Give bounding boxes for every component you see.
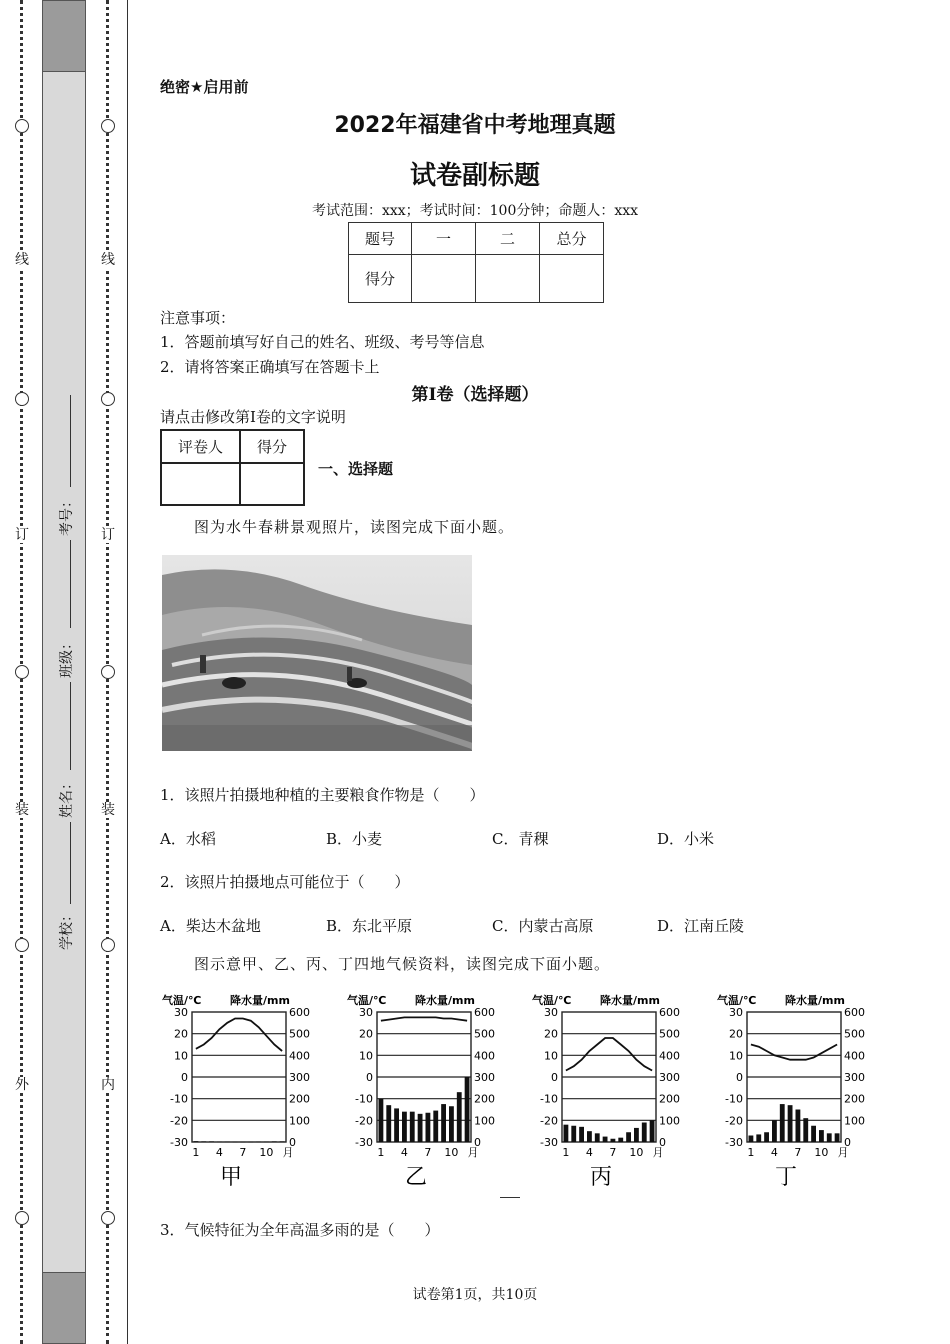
precip-bar — [386, 1105, 391, 1142]
precip-bar — [280, 1141, 285, 1142]
precip-bar — [248, 1142, 253, 1143]
precip-bar — [201, 1141, 206, 1142]
precip-bar — [209, 1141, 214, 1142]
precip-bar — [241, 1142, 246, 1143]
chart-tick-left: -30 — [725, 1136, 743, 1149]
chart-tick-right: 500 — [474, 1027, 495, 1041]
chart-tick-left: 0 — [366, 1071, 373, 1084]
precip-bar — [803, 1118, 808, 1142]
terrace-photo — [162, 555, 472, 751]
climate-chart-2 — [345, 990, 525, 1200]
question-intro: 图示意甲、乙、丙、丁四地气候资料，读图完成下面小题。 — [194, 955, 611, 973]
binding-ring — [15, 1211, 29, 1225]
chart-tick-x: 7 — [794, 1146, 802, 1159]
precip-bar — [418, 1114, 423, 1142]
binding-ring — [101, 938, 115, 952]
precip-bar — [579, 1127, 584, 1142]
score-cell[interactable] — [540, 255, 604, 303]
precip-bar — [811, 1126, 816, 1142]
chart-tick-x: 1 — [562, 1146, 570, 1159]
option[interactable]: A．水稻 — [160, 830, 216, 848]
temperature-line — [196, 1019, 282, 1052]
option[interactable]: A．柴达木盆地 — [160, 917, 261, 935]
precip-bar — [749, 1136, 754, 1143]
chart-tick-right: 100 — [844, 1114, 865, 1128]
chart-tick-x: 1 — [192, 1146, 200, 1159]
chart-tick-left: -20 — [170, 1114, 188, 1128]
precip-bar — [433, 1111, 438, 1142]
chart-tick-right: 200 — [844, 1092, 865, 1106]
chart-tick-left: 20 — [174, 1027, 188, 1041]
chart-tick-left: -30 — [170, 1136, 188, 1149]
chart-tick-x: 10 — [629, 1146, 644, 1159]
chart-title: 甲 — [219, 1165, 243, 1190]
chart-tick-right: 600 — [289, 1006, 310, 1019]
precip-bar — [410, 1112, 415, 1142]
precip-bar — [764, 1132, 769, 1142]
precip-bar — [233, 1142, 238, 1143]
chart-tick-left: 0 — [181, 1071, 188, 1084]
precip-bar — [611, 1139, 616, 1142]
chart-tick-right: 300 — [474, 1071, 495, 1084]
chart-tick-left: -30 — [355, 1136, 373, 1149]
precip-bar — [457, 1092, 462, 1142]
climate-chart-4 — [715, 990, 895, 1200]
class-line[interactable] — [70, 540, 71, 628]
binding-strip-bottom — [42, 1272, 86, 1344]
chart-tick-x: 4 — [585, 1146, 593, 1159]
chart-tick-right: 0 — [659, 1136, 666, 1149]
chart-ylabel-right: 降水量/mm — [600, 994, 660, 1007]
exam-title: 2022年福建省中考地理真题 — [334, 113, 616, 138]
part-description: 请点击修改第I卷的文字说明 — [160, 408, 346, 426]
binding-ring — [15, 938, 29, 952]
chart-tick-left: 30 — [729, 1006, 743, 1019]
chart-tick-right: 400 — [289, 1049, 310, 1063]
chart-tick-x: 1 — [747, 1146, 755, 1159]
chart-tick-x: 4 — [215, 1146, 223, 1159]
chart-tick-right: 100 — [474, 1114, 495, 1128]
temperature-line — [566, 1038, 652, 1071]
question-stem: 2．该照片拍摄地点可能位于（ ） — [160, 873, 410, 891]
chart-title: 丙 — [589, 1165, 613, 1190]
score-table — [348, 222, 604, 303]
chart-tick-x: 7 — [609, 1146, 617, 1159]
chart-tick-right: 500 — [844, 1027, 865, 1041]
precip-bar — [571, 1126, 576, 1142]
chart-ylabel-left: 气温/℃ — [162, 994, 202, 1007]
binding-char: 内 — [101, 1077, 115, 1093]
chart-tick-x: 10 — [259, 1146, 274, 1159]
chart-tick-right: 0 — [474, 1136, 481, 1149]
chart-tick-left: -10 — [540, 1092, 558, 1106]
chart-tick-left: 10 — [729, 1049, 743, 1063]
precip-bar — [256, 1142, 261, 1143]
chart-tick-right: 200 — [659, 1092, 680, 1106]
climate-chart-1 — [160, 990, 340, 1200]
chart-tick-right: 300 — [289, 1071, 310, 1084]
name-label: 姓名： — [59, 776, 75, 818]
precip-bar — [587, 1131, 592, 1142]
chart-ylabel-left: 气温/℃ — [717, 994, 757, 1007]
chart-tick-left: -10 — [725, 1092, 743, 1106]
chart-tick-x: 月 — [837, 1146, 849, 1159]
chart-tick-x: 7 — [239, 1146, 247, 1159]
chart-tick-x: 10 — [444, 1146, 459, 1159]
binding-char: 装 — [101, 802, 115, 818]
chart-tick-right: 0 — [289, 1136, 296, 1149]
chart-tick-left: 0 — [736, 1071, 743, 1084]
chart-tick-right: 600 — [844, 1006, 865, 1019]
note-item: 2．请将答案正确填写在答题卡上 — [160, 358, 380, 376]
chart-tick-x: 7 — [424, 1146, 432, 1159]
precip-bar — [426, 1113, 431, 1142]
score-table-header: 一 — [412, 223, 476, 255]
grader-score-header: 得分 — [240, 430, 304, 463]
chart-tick-left: 10 — [174, 1049, 188, 1063]
precip-bar — [603, 1137, 608, 1142]
stray-mark — [500, 1197, 520, 1198]
precip-bar — [564, 1125, 569, 1142]
chart-title: 丁 — [774, 1165, 798, 1190]
binding-ring — [15, 119, 29, 133]
chart-tick-left: 30 — [544, 1006, 558, 1019]
precip-bar — [394, 1108, 399, 1142]
chart-tick-left: -30 — [540, 1136, 558, 1149]
note-item: 1．答题前填写好自己的姓名、班级、考号等信息 — [160, 333, 485, 351]
chart-tick-right: 200 — [289, 1092, 310, 1106]
precip-bar — [225, 1142, 230, 1143]
precip-bar — [379, 1099, 384, 1142]
grader-cell[interactable] — [161, 463, 240, 505]
binding-strip-top — [42, 0, 86, 72]
chart-tick-right: 400 — [659, 1049, 680, 1063]
school-label: 学校： — [59, 908, 75, 950]
score-row-label: 得分 — [349, 255, 412, 303]
chart-tick-x: 月 — [282, 1146, 294, 1159]
binding-char: 线 — [15, 252, 29, 268]
chart-tick-right: 100 — [659, 1114, 680, 1128]
chart-tick-x: 月 — [467, 1146, 479, 1159]
precip-bar — [835, 1133, 840, 1142]
score-table-header: 题号 — [349, 223, 412, 255]
precip-bar — [634, 1128, 639, 1142]
precip-bar — [264, 1142, 269, 1143]
chart-tick-left: -10 — [170, 1092, 188, 1106]
grader-header: 评卷人 — [161, 430, 240, 463]
confidential-mark: 绝密★启用前 — [160, 78, 249, 96]
temperature-line — [751, 1045, 837, 1060]
chart-tick-right: 300 — [844, 1071, 865, 1084]
binding-char: 外 — [15, 1077, 29, 1093]
precip-bar — [441, 1104, 446, 1142]
page-footer: 试卷第1页，共10页 — [412, 1287, 538, 1303]
precip-bar — [217, 1142, 222, 1143]
chart-tick-left: 0 — [551, 1071, 558, 1084]
precip-bar — [772, 1120, 777, 1142]
precip-bar — [402, 1112, 407, 1142]
precip-bar — [272, 1141, 277, 1142]
margin-border — [127, 0, 128, 1344]
chart-tick-x: 4 — [400, 1146, 408, 1159]
binding-ring — [15, 392, 29, 406]
class-label: 班级： — [59, 636, 75, 678]
chart-tick-right: 600 — [474, 1006, 495, 1019]
option[interactable]: D．江南丘陵 — [657, 917, 745, 935]
chart-tick-left: 30 — [359, 1006, 373, 1019]
chart-ylabel-left: 气温/℃ — [532, 994, 572, 1007]
precip-bar — [827, 1133, 832, 1142]
score-cell[interactable] — [476, 255, 540, 303]
question-intro: 图为水牛春耕景观照片，读图完成下面小题。 — [194, 518, 515, 536]
option[interactable]: B．小麦 — [326, 830, 383, 848]
binding-char: 装 — [15, 802, 29, 818]
chart-tick-right: 0 — [844, 1136, 851, 1149]
chart-tick-right: 200 — [474, 1092, 495, 1106]
score-cell[interactable] — [412, 255, 476, 303]
precip-bar — [618, 1138, 623, 1142]
score-table-header: 总分 — [540, 223, 604, 255]
chart-ylabel-right: 降水量/mm — [785, 994, 845, 1007]
binding-ring — [101, 119, 115, 133]
precip-bar — [449, 1106, 454, 1142]
precip-bar — [819, 1130, 824, 1142]
precip-bar — [642, 1123, 647, 1143]
binding-ring — [101, 1211, 115, 1225]
chart-tick-left: 10 — [544, 1049, 558, 1063]
precip-bar — [626, 1132, 631, 1142]
name-line[interactable] — [70, 682, 71, 770]
precip-bar — [194, 1141, 199, 1142]
section-title: 一、选择题 — [318, 460, 394, 478]
chart-tick-right: 400 — [844, 1049, 865, 1063]
chart-tick-left: 20 — [544, 1027, 558, 1041]
chart-ylabel-left: 气温/℃ — [347, 994, 387, 1007]
precip-bar — [788, 1105, 793, 1142]
precip-bar — [595, 1133, 600, 1142]
chart-tick-left: 20 — [359, 1027, 373, 1041]
climate-chart-3 — [530, 990, 710, 1200]
exam-subtitle: 试卷副标题 — [409, 161, 540, 191]
chart-tick-x: 月 — [652, 1146, 664, 1159]
option[interactable]: C．内蒙古高原 — [492, 917, 594, 935]
precip-bar — [796, 1110, 801, 1143]
binding-char: 订 — [15, 527, 29, 543]
chart-tick-right: 500 — [659, 1027, 680, 1041]
question-stem: 3．气候特征为全年高温多雨的是（ ） — [160, 1221, 440, 1239]
binding-ring — [101, 665, 115, 679]
score-table-header: 二 — [476, 223, 540, 255]
exam-number-label: 考号： — [59, 494, 75, 536]
chart-ylabel-right: 降水量/mm — [415, 994, 475, 1007]
chart-tick-right: 400 — [474, 1049, 495, 1063]
chart-tick-right: 600 — [659, 1006, 680, 1019]
binding-ring — [15, 665, 29, 679]
option[interactable]: C．青稞 — [492, 830, 549, 848]
precip-bar — [650, 1120, 655, 1142]
option[interactable]: D．小米 — [657, 830, 715, 848]
option[interactable]: B．东北平原 — [326, 917, 413, 935]
chart-tick-left: 30 — [174, 1006, 188, 1019]
temperature-line — [381, 1017, 467, 1020]
grader-table — [160, 429, 305, 506]
chart-tick-x: 10 — [814, 1146, 829, 1159]
chart-tick-right: 500 — [289, 1027, 310, 1041]
chart-tick-left: -20 — [540, 1114, 558, 1128]
chart-tick-left: 10 — [359, 1049, 373, 1063]
part-title: 第I卷（选择题） — [411, 385, 539, 405]
chart-title: 乙 — [404, 1165, 428, 1190]
chart-tick-right: 100 — [289, 1114, 310, 1128]
chart-tick-right: 300 — [659, 1071, 680, 1084]
precip-bar — [780, 1104, 785, 1142]
grader-score-cell[interactable] — [240, 463, 304, 505]
exam-number-line[interactable] — [70, 395, 71, 487]
question-stem: 1．该照片拍摄地种植的主要粮食作物是（ ） — [160, 786, 485, 804]
binding-char: 线 — [101, 252, 115, 268]
notes-heading: 注意事项： — [160, 309, 236, 327]
binding-ring — [101, 392, 115, 406]
chart-tick-left: 20 — [729, 1027, 743, 1041]
exam-info: 考试范围：xxx；考试时间：100分钟；命题人：xxx — [311, 203, 639, 219]
chart-ylabel-right: 降水量/mm — [230, 994, 290, 1007]
chart-tick-left: -20 — [725, 1114, 743, 1128]
precip-bar — [465, 1077, 470, 1142]
chart-tick-x: 4 — [770, 1146, 778, 1159]
chart-tick-left: -10 — [355, 1092, 373, 1106]
precip-bar — [756, 1134, 761, 1142]
chart-tick-x: 1 — [377, 1146, 385, 1159]
school-line[interactable] — [70, 822, 71, 904]
binding-char: 订 — [101, 527, 115, 543]
chart-tick-left: -20 — [355, 1114, 373, 1128]
